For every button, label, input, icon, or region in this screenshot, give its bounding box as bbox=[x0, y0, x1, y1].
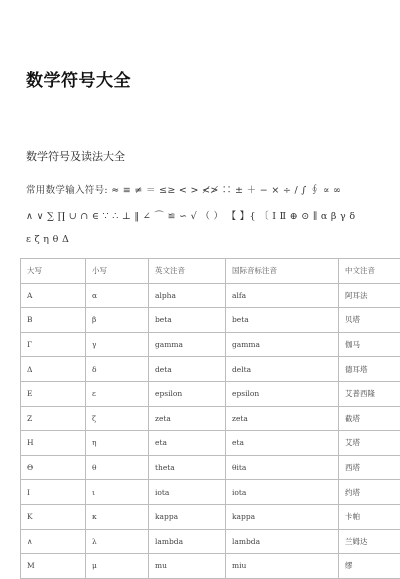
cell-uppercase: Ζ bbox=[21, 406, 86, 431]
cell-chinese: 伽马 bbox=[339, 332, 400, 357]
section-subtitle: 数学符号及读法大全 bbox=[26, 148, 125, 164]
table-row bbox=[21, 529, 400, 554]
cell-lowercase: η bbox=[86, 431, 149, 456]
cell-uppercase: Β bbox=[21, 308, 86, 333]
table-row bbox=[21, 455, 400, 480]
cell-uppercase: Θ bbox=[21, 455, 86, 480]
cell-uppercase: Η bbox=[21, 431, 86, 456]
cell-lowercase: μ bbox=[86, 554, 149, 579]
page-title: 数学符号大全 bbox=[26, 66, 131, 91]
table-header-row bbox=[21, 259, 400, 284]
cell-uppercase: Ι bbox=[21, 480, 86, 505]
cell-chinese: 艾塔 bbox=[339, 431, 400, 456]
cell-english: alpha bbox=[149, 283, 226, 308]
cell-ipa: kappa bbox=[226, 504, 339, 529]
cell-chinese: 兰姆达 bbox=[339, 529, 400, 554]
cell-ipa: alfa bbox=[226, 283, 339, 308]
cell-ipa: beta bbox=[226, 308, 339, 333]
cell-english: zeta bbox=[149, 406, 226, 431]
cell-lowercase: ζ bbox=[86, 406, 149, 431]
table-row bbox=[21, 406, 400, 431]
symbol-line-2: ∧ ∨ ∑ ∏ ∪ ∩ ∈ ∵ ∴ ⊥ ‖ ∠ ⌒ ≌ ∽ √ （ ） 【 】{ 〔 Ⅰ Ⅱ ⊕ ⊙ ∥ α β γ δ bbox=[26, 208, 355, 222]
table-row bbox=[21, 381, 400, 406]
cell-uppercase: Δ bbox=[21, 357, 86, 382]
table-body bbox=[21, 283, 400, 578]
cell-uppercase: Κ bbox=[21, 504, 86, 529]
cell-chinese: 约塔 bbox=[339, 480, 400, 505]
cell-ipa: θita bbox=[226, 455, 339, 480]
cell-lowercase: ι bbox=[86, 480, 149, 505]
cell-english: epsilon bbox=[149, 381, 226, 406]
cell-lowercase: θ bbox=[86, 455, 149, 480]
cell-chinese: 阿耳法 bbox=[339, 283, 400, 308]
table-row bbox=[21, 431, 400, 456]
cell-chinese: 贝塔 bbox=[339, 308, 400, 333]
cell-lowercase: ε bbox=[86, 381, 149, 406]
cell-ipa: zeta bbox=[226, 406, 339, 431]
cell-uppercase: Ε bbox=[21, 381, 86, 406]
cell-uppercase: Μ bbox=[21, 554, 86, 579]
table-row bbox=[21, 554, 400, 579]
table-row bbox=[21, 308, 400, 333]
cell-chinese: 截塔 bbox=[339, 406, 400, 431]
table-row bbox=[21, 480, 400, 505]
table-row bbox=[21, 332, 400, 357]
cell-lowercase: δ bbox=[86, 357, 149, 382]
cell-english: gamma bbox=[149, 332, 226, 357]
cell-ipa: miu bbox=[226, 554, 339, 579]
symbol-line-3: ε ζ η θ Δ bbox=[26, 234, 69, 245]
table-row bbox=[21, 357, 400, 382]
table-row bbox=[21, 283, 400, 308]
cell-lowercase: γ bbox=[86, 332, 149, 357]
header-lowercase: 小写 bbox=[86, 259, 149, 284]
cell-ipa: eta bbox=[226, 431, 339, 456]
cell-ipa: iota bbox=[226, 480, 339, 505]
cell-ipa: delta bbox=[226, 357, 339, 382]
cell-uppercase: Α bbox=[21, 283, 86, 308]
cell-english: eta bbox=[149, 431, 226, 456]
cell-chinese: 卡帕 bbox=[339, 504, 400, 529]
cell-english: lambda bbox=[149, 529, 226, 554]
cell-lowercase: κ bbox=[86, 504, 149, 529]
cell-uppercase: ∧ bbox=[21, 529, 86, 554]
greek-alphabet-table bbox=[20, 258, 400, 579]
cell-uppercase: Γ bbox=[21, 332, 86, 357]
cell-english: mu bbox=[149, 554, 226, 579]
cell-chinese: 西塔 bbox=[339, 455, 400, 480]
header-uppercase: 大写 bbox=[21, 259, 86, 284]
table-row bbox=[21, 504, 400, 529]
cell-chinese: 缪 bbox=[339, 554, 400, 579]
cell-lowercase: α bbox=[86, 283, 149, 308]
cell-english: theta bbox=[149, 455, 226, 480]
cell-english: iota bbox=[149, 480, 226, 505]
header-chinese: 中文注音 bbox=[339, 259, 400, 284]
cell-english: deta bbox=[149, 357, 226, 382]
cell-ipa: epsilon bbox=[226, 381, 339, 406]
header-english: 英文注音 bbox=[149, 259, 226, 284]
cell-english: kappa bbox=[149, 504, 226, 529]
symbol-line-1: 常用数学输入符号: ≈ ≡ ≠ ＝ ≤≥ < > ≮≯ ∷ ± ＋ − × ÷ / ∫ ∮ ∝ ∞ bbox=[26, 182, 341, 196]
header-ipa: 国际音标注音 bbox=[226, 259, 339, 284]
cell-ipa: lambda bbox=[226, 529, 339, 554]
cell-lowercase: β bbox=[86, 308, 149, 333]
cell-chinese: 艾普西隆 bbox=[339, 381, 400, 406]
cell-ipa: gamma bbox=[226, 332, 339, 357]
cell-english: beta bbox=[149, 308, 226, 333]
cell-chinese: 德耳塔 bbox=[339, 357, 400, 382]
cell-lowercase: λ bbox=[86, 529, 149, 554]
